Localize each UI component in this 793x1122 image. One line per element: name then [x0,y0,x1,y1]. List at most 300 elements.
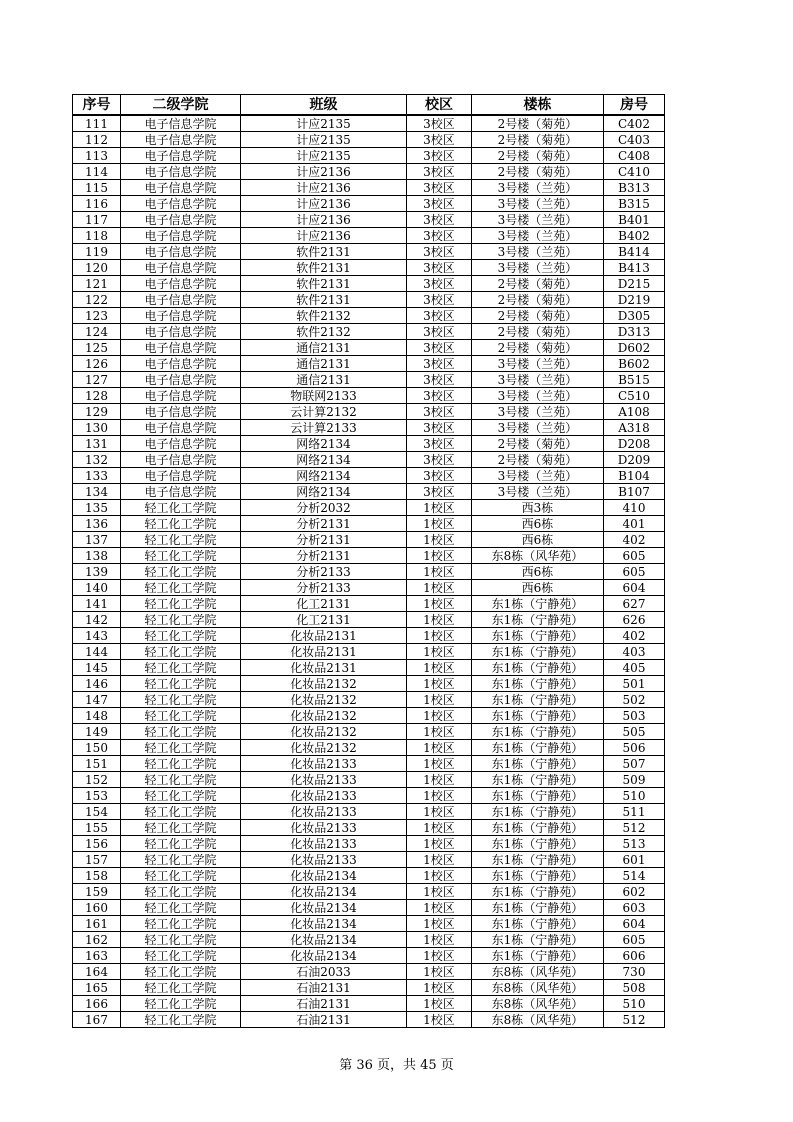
table-row [73,436,665,452]
table-row [73,292,665,308]
cell-room: 626 [604,612,665,628]
cell-class: 云计算2133 [241,420,407,436]
cell-college: 轻工化工学院 [121,628,241,644]
cell-room: 514 [604,868,665,884]
cell-college: 电子信息学院 [121,292,241,308]
cell-campus: 1校区 [407,756,472,772]
cell-room: 604 [604,580,665,596]
cell-campus: 1校区 [407,996,472,1012]
cell-index: 115 [73,180,121,196]
cell-building: 东1栋（宁静苑） [472,948,604,964]
cell-building: 2号楼（菊苑） [472,308,604,324]
cell-campus: 1校区 [407,868,472,884]
cell-room: 507 [604,756,665,772]
cell-building: 东1栋（宁静苑） [472,612,604,628]
cell-campus: 3校区 [407,340,472,356]
cell-index: 113 [73,148,121,164]
cell-campus: 1校区 [407,1012,472,1028]
cell-room: 506 [604,740,665,756]
table-row [73,564,665,580]
cell-college: 轻工化工学院 [121,660,241,676]
cell-room: 502 [604,692,665,708]
cell-class: 化妆品2131 [241,660,407,676]
page-footer: 第 36 页，共 45 页 [339,1058,454,1073]
cell-campus: 1校区 [407,692,472,708]
cell-index: 160 [73,900,121,916]
cell-class: 化妆品2133 [241,756,407,772]
table-header [73,95,665,116]
cell-building: 西6栋 [472,532,604,548]
table-row [73,212,665,228]
cell-room: 510 [604,788,665,804]
table-row [73,500,665,516]
cell-college: 电子信息学院 [121,484,241,500]
cell-class: 计应2136 [241,196,407,212]
cell-room: D305 [604,308,665,324]
cell-class: 化妆品2132 [241,692,407,708]
cell-college: 轻工化工学院 [121,820,241,836]
cell-campus: 3校区 [407,180,472,196]
cell-college: 轻工化工学院 [121,980,241,996]
cell-college: 轻工化工学院 [121,644,241,660]
cell-index: 121 [73,276,121,292]
cell-index: 167 [73,1012,121,1028]
table-row [73,884,665,900]
cell-campus: 1校区 [407,900,472,916]
cell-campus: 1校区 [407,884,472,900]
table-row [73,484,665,500]
cell-building: 东8栋（风华苑） [472,964,604,980]
cell-room: 403 [604,644,665,660]
cell-class: 云计算2132 [241,404,407,420]
cell-campus: 1校区 [407,740,472,756]
cell-room: D313 [604,324,665,340]
cell-index: 125 [73,340,121,356]
cell-room: B515 [604,372,665,388]
table-row [73,724,665,740]
cell-college: 轻工化工学院 [121,804,241,820]
cell-building: 3号楼（兰苑） [472,404,604,420]
cell-building: 东1栋（宁静苑） [472,916,604,932]
cell-index: 134 [73,484,121,500]
cell-index: 135 [73,500,121,516]
cell-class: 分析2131 [241,548,407,564]
cell-class: 化妆品2133 [241,772,407,788]
table-row [73,804,665,820]
cell-index: 112 [73,132,121,148]
cell-room: 501 [604,676,665,692]
cell-index: 155 [73,820,121,836]
cell-room: B414 [604,244,665,260]
cell-class: 化妆品2134 [241,868,407,884]
cell-building: 3号楼（兰苑） [472,260,604,276]
table-row [73,628,665,644]
cell-class: 网络2134 [241,436,407,452]
cell-college: 轻工化工学院 [121,612,241,628]
table-row [73,532,665,548]
cell-index: 128 [73,388,121,404]
cell-building: 东8栋（风华苑） [472,1012,604,1028]
cell-room: A108 [604,404,665,420]
table-row [73,852,665,868]
cell-campus: 1校区 [407,980,472,996]
cell-college: 电子信息学院 [121,468,241,484]
cell-college: 轻工化工学院 [121,788,241,804]
cell-building: 东1栋（宁静苑） [472,900,604,916]
cell-campus: 3校区 [407,260,472,276]
cell-index: 162 [73,932,121,948]
cell-index: 147 [73,692,121,708]
cell-campus: 1校区 [407,500,472,516]
cell-building: 3号楼（兰苑） [472,468,604,484]
cell-index: 159 [73,884,121,900]
table-row [73,324,665,340]
cell-room: 601 [604,852,665,868]
cell-building: 东1栋（宁静苑） [472,788,604,804]
cell-college: 轻工化工学院 [121,884,241,900]
cell-college: 轻工化工学院 [121,532,241,548]
cell-index: 120 [73,260,121,276]
cell-class: 计应2136 [241,212,407,228]
cell-college: 轻工化工学院 [121,676,241,692]
header-room: 房号 [604,95,665,116]
cell-college: 轻工化工学院 [121,996,241,1012]
cell-room: D215 [604,276,665,292]
cell-campus: 3校区 [407,308,472,324]
cell-college: 轻工化工学院 [121,692,241,708]
table-row [73,612,665,628]
cell-class: 计应2135 [241,148,407,164]
cell-campus: 1校区 [407,788,472,804]
cell-index: 114 [73,164,121,180]
cell-index: 148 [73,708,121,724]
cell-class: 化妆品2132 [241,676,407,692]
cell-index: 161 [73,916,121,932]
cell-class: 化妆品2134 [241,932,407,948]
cell-building: 2号楼（菊苑） [472,115,604,132]
cell-index: 156 [73,836,121,852]
table-row [73,404,665,420]
cell-building: 2号楼（菊苑） [472,340,604,356]
cell-room: D208 [604,436,665,452]
table-row [73,115,665,132]
cell-college: 轻工化工学院 [121,868,241,884]
cell-class: 石油2033 [241,964,407,980]
cell-college: 轻工化工学院 [121,916,241,932]
table-row [73,692,665,708]
cell-building: 西3栋 [472,500,604,516]
cell-building: 东1栋（宁静苑） [472,724,604,740]
table-row [73,772,665,788]
cell-building: 3号楼（兰苑） [472,388,604,404]
cell-campus: 1校区 [407,564,472,580]
cell-campus: 1校区 [407,932,472,948]
cell-campus: 3校区 [407,132,472,148]
cell-college: 电子信息学院 [121,404,241,420]
cell-campus: 3校区 [407,228,472,244]
cell-college: 轻工化工学院 [121,756,241,772]
cell-building: 东1栋（宁静苑） [472,836,604,852]
cell-class: 化妆品2133 [241,804,407,820]
cell-room: B413 [604,260,665,276]
cell-college: 轻工化工学院 [121,772,241,788]
cell-campus: 3校区 [407,404,472,420]
cell-class: 化妆品2134 [241,948,407,964]
header-campus: 校区 [407,95,472,116]
cell-college: 轻工化工学院 [121,1012,241,1028]
cell-campus: 1校区 [407,644,472,660]
cell-building: 东1栋（宁静苑） [472,740,604,756]
table-row [73,788,665,804]
cell-index: 119 [73,244,121,260]
table-row [73,244,665,260]
cell-building: 西6栋 [472,564,604,580]
cell-college: 轻工化工学院 [121,740,241,756]
cell-index: 153 [73,788,121,804]
cell-index: 129 [73,404,121,420]
cell-college: 电子信息学院 [121,356,241,372]
table-row [73,452,665,468]
table-row [73,372,665,388]
cell-class: 分析2032 [241,500,407,516]
cell-campus: 1校区 [407,964,472,980]
cell-college: 轻工化工学院 [121,948,241,964]
cell-building: 东1栋（宁静苑） [472,676,604,692]
cell-building: 东8栋（风华苑） [472,980,604,996]
table-row [73,180,665,196]
cell-index: 157 [73,852,121,868]
cell-college: 电子信息学院 [121,212,241,228]
cell-college: 电子信息学院 [121,308,241,324]
dormitory-table [72,94,665,1028]
cell-room: 602 [604,884,665,900]
cell-index: 131 [73,436,121,452]
table-row [73,420,665,436]
cell-index: 133 [73,468,121,484]
cell-class: 化妆品2134 [241,916,407,932]
header-row [73,95,665,116]
table-row [73,996,665,1012]
table-row [73,900,665,916]
header-college: 二级学院 [121,95,241,116]
cell-college: 轻工化工学院 [121,852,241,868]
cell-room: 503 [604,708,665,724]
cell-class: 化妆品2132 [241,740,407,756]
cell-college: 电子信息学院 [121,196,241,212]
cell-class: 通信2131 [241,372,407,388]
cell-class: 通信2131 [241,340,407,356]
cell-class: 软件2131 [241,292,407,308]
cell-room: 401 [604,516,665,532]
cell-index: 130 [73,420,121,436]
cell-building: 2号楼（菊苑） [472,148,604,164]
cell-index: 154 [73,804,121,820]
cell-college: 轻工化工学院 [121,708,241,724]
cell-building: 东1栋（宁静苑） [472,772,604,788]
cell-college: 轻工化工学院 [121,580,241,596]
cell-room: 410 [604,500,665,516]
cell-building: 3号楼（兰苑） [472,212,604,228]
cell-campus: 3校区 [407,436,472,452]
cell-index: 163 [73,948,121,964]
cell-college: 轻工化工学院 [121,564,241,580]
table-row [73,660,665,676]
cell-college: 轻工化工学院 [121,548,241,564]
cell-college: 电子信息学院 [121,452,241,468]
cell-campus: 1校区 [407,708,472,724]
cell-class: 石油2131 [241,1012,407,1028]
header-index: 序号 [73,95,121,116]
header-building: 楼栋 [472,95,604,116]
cell-building: 西6栋 [472,580,604,596]
cell-building: 3号楼（兰苑） [472,228,604,244]
cell-building: 东1栋（宁静苑） [472,708,604,724]
cell-building: 3号楼（兰苑） [472,196,604,212]
cell-room: B104 [604,468,665,484]
cell-index: 158 [73,868,121,884]
cell-class: 化妆品2131 [241,644,407,660]
table-row [73,340,665,356]
cell-index: 150 [73,740,121,756]
cell-college: 电子信息学院 [121,148,241,164]
cell-campus: 1校区 [407,916,472,932]
cell-campus: 1校区 [407,532,472,548]
cell-college: 轻工化工学院 [121,900,241,916]
table-row [73,132,665,148]
cell-room: 405 [604,660,665,676]
cell-index: 145 [73,660,121,676]
table-body [73,115,665,1028]
cell-index: 127 [73,372,121,388]
cell-class: 软件2131 [241,244,407,260]
cell-campus: 1校区 [407,820,472,836]
cell-room: 511 [604,804,665,820]
cell-index: 151 [73,756,121,772]
cell-building: 东1栋（宁静苑） [472,644,604,660]
cell-class: 化妆品2131 [241,628,407,644]
cell-building: 东1栋（宁静苑） [472,804,604,820]
cell-class: 计应2135 [241,132,407,148]
cell-building: 2号楼（菊苑） [472,276,604,292]
cell-campus: 3校区 [407,244,472,260]
table-row [73,836,665,852]
table-row [73,932,665,948]
cell-class: 计应2136 [241,180,407,196]
cell-room: 512 [604,820,665,836]
cell-building: 2号楼（菊苑） [472,436,604,452]
cell-building: 2号楼（菊苑） [472,292,604,308]
cell-class: 化妆品2133 [241,788,407,804]
cell-college: 电子信息学院 [121,372,241,388]
cell-campus: 3校区 [407,164,472,180]
table-row [73,148,665,164]
cell-room: B313 [604,180,665,196]
cell-college: 电子信息学院 [121,340,241,356]
cell-class: 网络2134 [241,452,407,468]
cell-index: 117 [73,212,121,228]
cell-campus: 1校区 [407,948,472,964]
table-row [73,820,665,836]
cell-room: 603 [604,900,665,916]
cell-class: 通信2131 [241,356,407,372]
cell-class: 计应2135 [241,115,407,132]
cell-campus: 3校区 [407,324,472,340]
table-row [73,916,665,932]
cell-campus: 1校区 [407,628,472,644]
cell-college: 电子信息学院 [121,164,241,180]
cell-building: 2号楼（菊苑） [472,324,604,340]
cell-index: 166 [73,996,121,1012]
table-row [73,276,665,292]
cell-index: 118 [73,228,121,244]
cell-college: 电子信息学院 [121,115,241,132]
cell-room: 508 [604,980,665,996]
cell-index: 149 [73,724,121,740]
cell-building: 东8栋（风华苑） [472,996,604,1012]
cell-building: 东1栋（宁静苑） [472,660,604,676]
cell-campus: 1校区 [407,548,472,564]
cell-building: 东1栋（宁静苑） [472,692,604,708]
table-row [73,980,665,996]
table-row [73,708,665,724]
cell-college: 轻工化工学院 [121,964,241,980]
cell-index: 116 [73,196,121,212]
table-row [73,356,665,372]
cell-campus: 3校区 [407,292,472,308]
table-row [73,196,665,212]
cell-class: 化工2131 [241,612,407,628]
cell-room: 730 [604,964,665,980]
cell-campus: 1校区 [407,516,472,532]
cell-campus: 1校区 [407,852,472,868]
cell-class: 化妆品2134 [241,884,407,900]
cell-building: 东1栋（宁静苑） [472,868,604,884]
cell-building: 3号楼（兰苑） [472,372,604,388]
cell-campus: 3校区 [407,388,472,404]
cell-building: 2号楼（菊苑） [472,164,604,180]
cell-class: 分析2131 [241,516,407,532]
cell-room: 402 [604,628,665,644]
cell-room: 513 [604,836,665,852]
cell-building: 3号楼（兰苑） [472,484,604,500]
cell-index: 146 [73,676,121,692]
cell-class: 化妆品2132 [241,724,407,740]
cell-college: 电子信息学院 [121,132,241,148]
cell-building: 东1栋（宁静苑） [472,932,604,948]
cell-class: 软件2131 [241,276,407,292]
cell-index: 143 [73,628,121,644]
cell-class: 化妆品2132 [241,708,407,724]
table-row [73,644,665,660]
cell-index: 144 [73,644,121,660]
cell-room: D219 [604,292,665,308]
cell-class: 软件2132 [241,324,407,340]
cell-campus: 3校区 [407,148,472,164]
cell-index: 136 [73,516,121,532]
cell-building: 3号楼（兰苑） [472,180,604,196]
cell-class: 分析2133 [241,580,407,596]
cell-college: 电子信息学院 [121,260,241,276]
cell-building: 东8栋（风华苑） [472,548,604,564]
cell-class: 软件2132 [241,308,407,324]
cell-building: 东1栋（宁静苑） [472,596,604,612]
cell-room: 606 [604,948,665,964]
cell-building: 2号楼（菊苑） [472,132,604,148]
cell-index: 141 [73,596,121,612]
cell-building: 东1栋（宁静苑） [472,820,604,836]
cell-room: 509 [604,772,665,788]
cell-index: 138 [73,548,121,564]
